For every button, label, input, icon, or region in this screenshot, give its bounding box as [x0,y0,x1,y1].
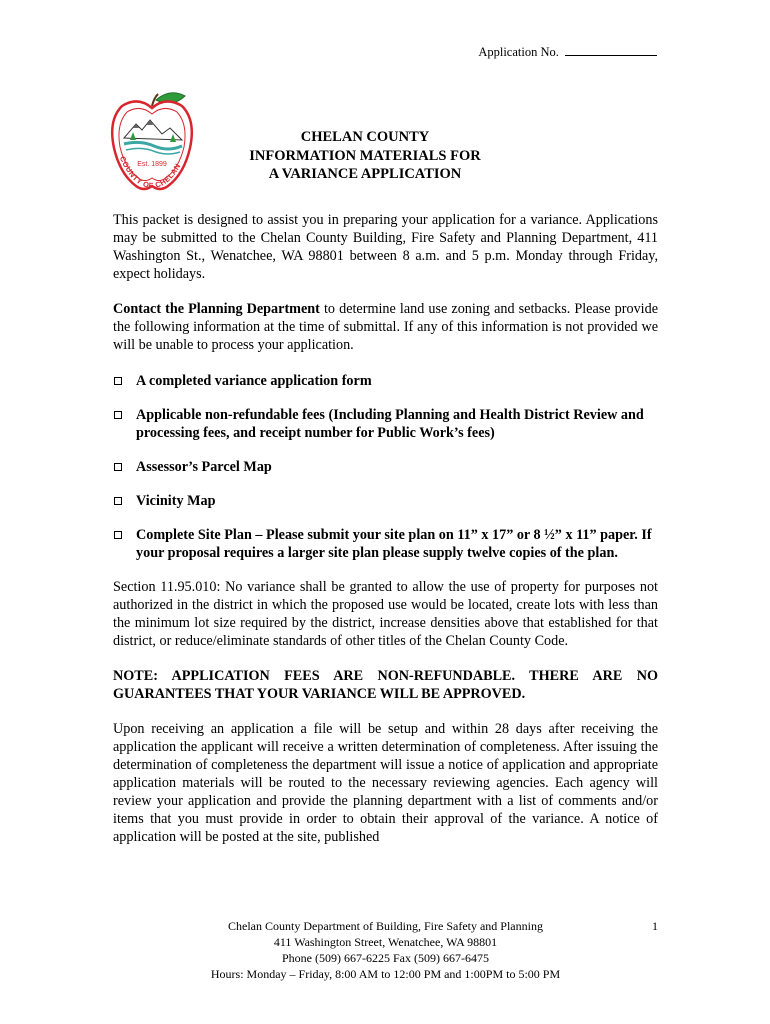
contact-text: to determine land use zoning and setbacks. Please provide the following information at the time of submittal. If any of this information is not provided we will be unable to process your application. [113,301,658,353]
page-number: 1 [652,919,658,933]
contact-paragraph [113,300,658,354]
application-number-field [478,45,657,60]
application-number-blank [565,45,657,56]
document-title [235,128,495,184]
contact-emphasis: Contact the Planning Department [113,301,320,317]
logo-est-text: Est. 1899 [137,161,167,168]
checklist-item: Complete Site Plan – Please submit your site plan on 11” x 17” or 8 ½” x 11” paper. If your proposal requires a larger site plan please supply twelve copies of the plan. [113,526,658,562]
footer-line-1: Chelan County Department of Building, Fire Safety and Planning [228,919,543,933]
title-line-3: A VARIANCE APPLICATION [268,166,462,182]
chelan-county-apple-logo [110,90,195,200]
checkbox-icon [114,531,122,539]
intro-paragraph: This packet is designed to assist you in preparing your application for a variance. Applications may be submitted to the Chelan County Building, Fire Safety and Planning Department, 411 Washington St., Wenatchee, WA 98801 between 8 a.m. and 5 p.m. Monday through Friday, expect holidays. [113,212,658,282]
checkbox-icon [114,411,122,419]
checkbox-icon [114,497,122,505]
title-line-1: CHELAN COUNTY [300,129,430,145]
checkbox-icon [114,463,122,471]
note-paragraph: NOTE: APPLICATION FEES ARE NON-REFUNDABLE. THERE ARE NO GUARANTEES THAT YOUR VARIANCE WILL BE APPROVED. [113,668,658,702]
checkbox-icon [114,377,122,385]
document-body [113,208,658,846]
application-number-label: Application No. [478,45,559,59]
logo-ring-text: COUNTY OF CHELAN [117,154,183,191]
footer-line-3: Phone (509) 667-6225 Fax (509) 667-6475 [282,951,489,965]
footer-line-4: Hours: Monday – Friday, 8:00 AM to 12:00 PM and 1:00PM to 5:00 PM [210,967,561,981]
section-paragraph: Section 11.95.010: No variance shall be granted to allow the use of property for purposes not authorized in the district in which the proposed use would be located, create lots with less than the minimum lot size required by the district, increase densities above that established for that district, or reduce/eliminate standards of other titles of the Chelan County Code. [113,579,658,649]
process-paragraph: Upon receiving an application a file will be setup and within 28 days after receiving the application the applicant will receive a written determination of completeness. After issuing the determination of completeness the department will issue a notice of application and appropriate application materials will be routed to the necessary reviewing agencies. Each agency will review your application and provide the planning department with a list of comments and/or items that you must provide in order to obtain their approval of the variance. A notice of application will be posted at the site, published [113,721,658,845]
checklist-item: Assessor’s Parcel Map [113,458,658,476]
checklist-item: Applicable non-refundable fees (Including Planning and Health District Review and processing fees, and receipt number for Public Work’s fees) [113,406,658,442]
title-line-2: INFORMATION MATERIALS FOR [249,147,481,164]
submittal-checklist [113,372,658,562]
checklist-item: A completed variance application form [113,372,658,390]
checklist-item: Vicinity Map [113,492,658,510]
footer-line-2: 411 Washington Street, Wenatchee, WA 98801 [273,935,498,949]
page-footer [113,918,658,982]
